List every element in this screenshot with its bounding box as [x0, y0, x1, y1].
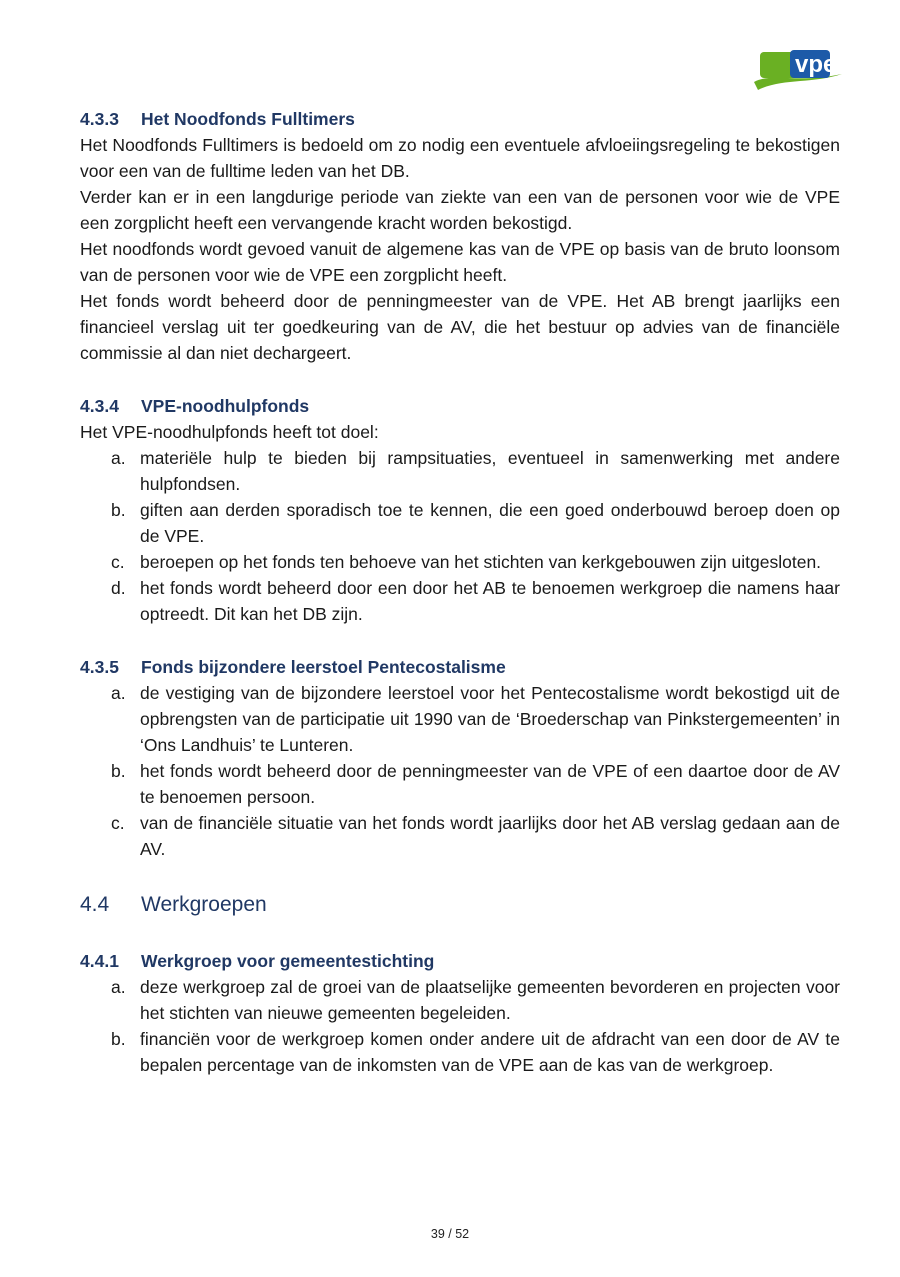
- list-item: a. deze werkgroep zal de groei van de plaatselijke gemeenten bevorderen en projecten voor het stichten van nieuwe gemeenten begeleiden.: [111, 977, 840, 1023]
- section-heading-4-3-5: 4.3.5 Fonds bijzondere leerstoel Pentecostalisme: [80, 657, 506, 677]
- list-item: d. het fonds wordt beheerd door een door het AB te benoemen werkgroep die namens haar optreedt. Dit kan het DB zijn.: [111, 578, 840, 624]
- list-item: b. het fonds wordt beheerd door de penningmeester van de VPE of een daartoe door de AV te benoemen persoon.: [111, 761, 840, 807]
- document-body: [80, 106, 840, 1078]
- list-4-4-1: [80, 974, 840, 1078]
- paragraph: Verder kan er in een langdurige periode van ziekte van een van de personen voor wie de VPE een zorgplicht heeft een vervangende kracht worden bekostigd.: [80, 187, 840, 233]
- list-item: b. financiën voor de werkgroep komen onder andere uit de afdracht van een door de AV te bepalen percentage van de inkomsten van de VPE aan de kas van de werkgroep.: [111, 1029, 840, 1075]
- list-item: c. beroepen op het fonds ten behoeve van het stichten van kerkgebouwen zijn uitgesloten.: [111, 552, 822, 572]
- section-heading-4-3-4: 4.3.4 VPE-noodhulpfonds: [80, 396, 310, 416]
- list-item: b. giften aan derden sporadisch toe te kennen, die een goed onderbouwd beroep doen op de VPE.: [111, 500, 840, 546]
- list-item: a. de vestiging van de bijzondere leerstoel voor het Pentecostalisme wordt bekostigd uit de opbrengsten van de participatie uit 1990 van de ‘Broederschap van Pinkstergemeenten’ in ‘Ons Landhuis’ te Lunteren.: [111, 683, 840, 755]
- paragraph: Het fonds wordt beheerd door de penningmeester van de VPE. Het AB brengt jaarlijks een financieel verslag uit ter goedkeuring van de AV, die het bestuur op advies van de financiële commissie al dan niet dechargeert.: [80, 291, 840, 363]
- list-4-3-4: [80, 445, 840, 627]
- svg-text:vpe: vpe: [795, 51, 837, 78]
- paragraph: Het Noodfonds Fulltimers is bedoeld om zo nodig een eventuele afvloeiingsregeling te bekostigen voor een van de fulltime leden van het DB.: [80, 135, 840, 181]
- paragraph: Het noodfonds wordt gevoed vanuit de algemene kas van de VPE op basis van de bruto loonsom van de personen voor wie de VPE een zorgplicht heeft.: [80, 239, 840, 285]
- page-number: 39 / 52: [430, 1227, 470, 1241]
- section-heading-4-4-1: 4.4.1 Werkgroep voor gemeentestichting: [80, 951, 435, 971]
- list-item: c. van de financiële situatie van het fonds wordt jaarlijks door het AB verslag gedaan aan de AV.: [111, 813, 840, 859]
- intro-text: Het VPE-noodhulpfonds heeft tot doel:: [80, 422, 379, 442]
- section-heading-4-4: 4.4 Werkgroepen: [80, 893, 267, 916]
- list-4-3-5: [80, 680, 840, 862]
- list-item: a. materiële hulp te bieden bij rampsituaties, eventueel in samenwerking met andere hulpfondsen.: [111, 448, 840, 494]
- section-heading-4-3-3: 4.3.3 Het Noodfonds Fulltimers: [80, 109, 355, 129]
- vpe-logo: [752, 44, 844, 92]
